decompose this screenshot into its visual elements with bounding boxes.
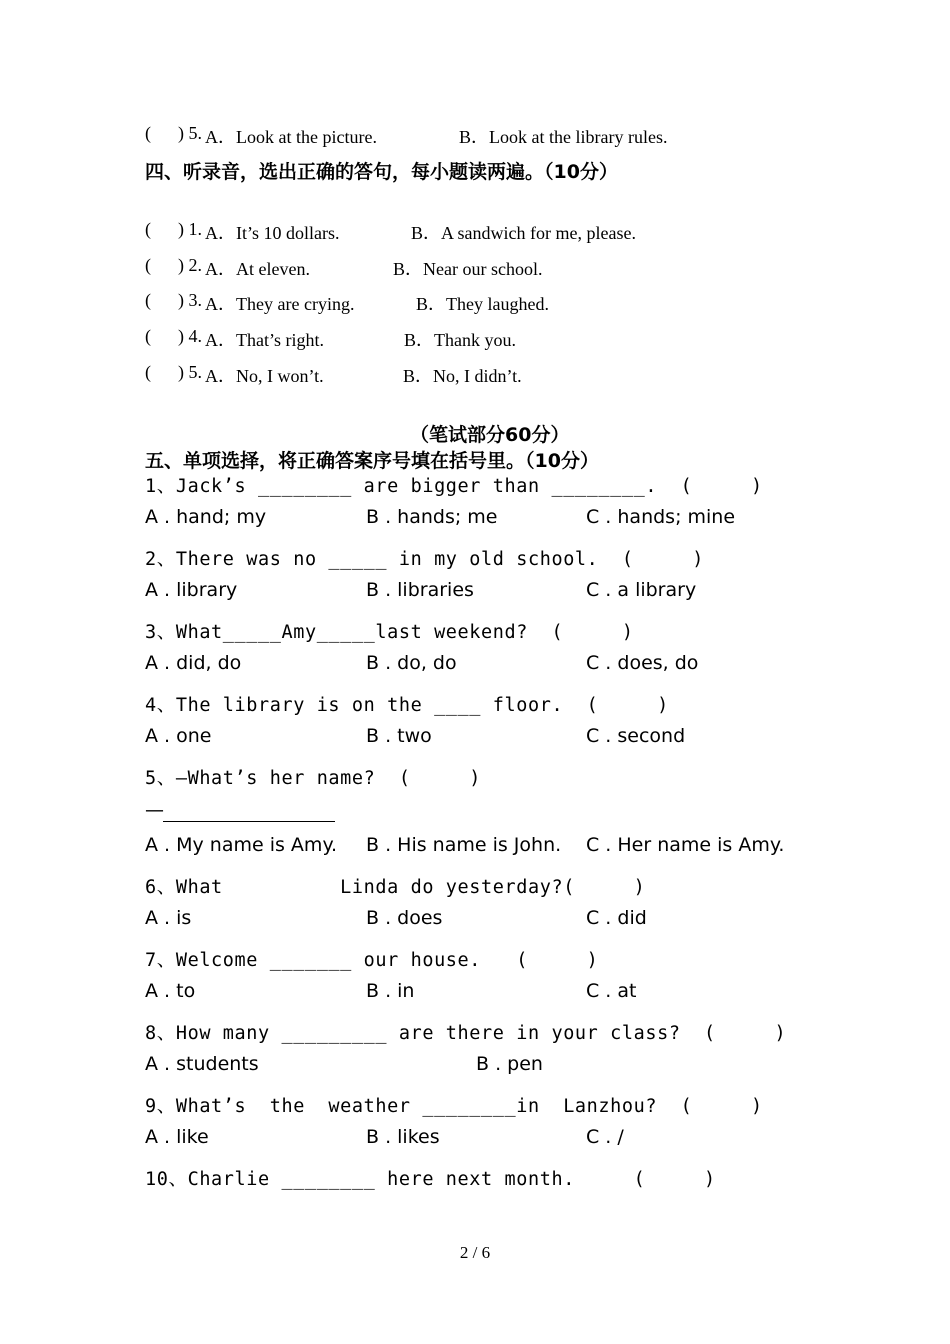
q5-text: 5、—What’s her name? ( ) (145, 768, 482, 789)
q9-option-a: A . like (145, 1126, 209, 1148)
q2-option-a: A . library (145, 579, 238, 601)
q9-option-c: C . / (586, 1126, 624, 1148)
s4-q1-option-a: A．It’s 10 dollars. (205, 223, 340, 243)
q1-option-c: C . hands; mine (586, 506, 736, 528)
q8-option-a: A . students (145, 1053, 259, 1075)
s4-q3-paren: ( ) 3. (145, 290, 202, 310)
q7-option-c: C . at (586, 980, 637, 1002)
section5-heading: 五、单项选择，将正确答案序号填在括号里。（10分） (145, 450, 599, 472)
s4-q5-option-b: B．No, I didn’t. (403, 366, 522, 386)
s4-q5-paren: ( ) 5. (145, 362, 202, 382)
s4-q3-option-b: B．They laughed. (416, 294, 549, 314)
q5-option-c: C . Her name is Amy. (586, 834, 785, 856)
listening-q5-paren: ( ) 5. (145, 123, 202, 143)
q7-option-b: B . in (366, 980, 415, 1002)
listening-q5-option-a: A．Look at the picture. (205, 127, 377, 147)
q1-text: 1、Jack’s ________ are bigger than ________. ( ) (145, 476, 763, 497)
section4-heading: 四、听录音，选出正确的答句，每小题读两遍。（10分） (145, 161, 618, 183)
s4-q4-option-a: A．That’s right. (205, 330, 324, 350)
q4-option-c: C . second (586, 725, 686, 747)
q3-text: 3、What_____Amy_____last weekend? ( ) (145, 622, 634, 643)
q4-text: 4、The library is on the ____ floor. ( ) (145, 695, 669, 716)
q7-option-a: A . to (145, 980, 196, 1002)
s4-q4-paren: ( ) 4. (145, 326, 202, 346)
q8-text: 8、How many _________ are there in your class? ( ) (145, 1023, 787, 1044)
q9-text: 9、What’s the weather ________in Lanzhou? ( ) (145, 1096, 763, 1117)
q4-option-b: B . two (366, 725, 432, 747)
q5-option-b: B . His name is John. (366, 834, 562, 856)
q2-text: 2、There was no _____ in my old school. ( ) (145, 549, 705, 570)
s4-q2-option-a: A．At eleven. (205, 259, 310, 279)
s4-q2-option-b: B．Near our school. (393, 259, 543, 279)
s4-q1-paren: ( ) 1. (145, 219, 202, 239)
s4-q4-option-b: B．Thank you. (404, 330, 516, 350)
q7-text: 7、Welcome _______ our house. ( ) (145, 950, 599, 971)
s4-q2-paren: ( ) 2. (145, 255, 202, 275)
q4-option-a: A . one (145, 725, 212, 747)
s4-q3-option-a: A．They are crying. (205, 294, 355, 314)
q2-option-c: C . a library (586, 579, 697, 601)
q5-answer-blank (163, 821, 335, 822)
written-part-label: （笔试部分60分） (410, 424, 570, 446)
q6-option-c: C . did (586, 907, 647, 929)
q3-option-a: A . did, do (145, 652, 242, 674)
q6-option-a: A . is (145, 907, 192, 929)
q3-option-b: B . do, do (366, 652, 457, 674)
page-number: 2 / 6 (459, 1243, 491, 1262)
q6-text: 6、What Linda do yesterday?( ) (145, 877, 646, 898)
q9-option-b: B . likes (366, 1126, 440, 1148)
q5-answer-dash: — (145, 799, 164, 821)
q6-option-b: B . does (366, 907, 443, 929)
s4-q5-option-a: A．No, I won’t. (205, 366, 324, 386)
q10-text: 10、Charlie ________ here next month. ( ) (145, 1169, 716, 1190)
q5-option-a: A . My name is Amy. (145, 834, 338, 856)
q1-option-b: B . hands; me (366, 506, 498, 528)
q8-option-b: B . pen (476, 1053, 543, 1075)
listening-q5-option-b: B．Look at the library rules. (459, 127, 668, 147)
q3-option-c: C . does, do (586, 652, 699, 674)
q2-option-b: B . libraries (366, 579, 474, 601)
q1-option-a: A . hand; my (145, 506, 267, 528)
s4-q1-option-b: B．A sandwich for me, please. (411, 223, 636, 243)
